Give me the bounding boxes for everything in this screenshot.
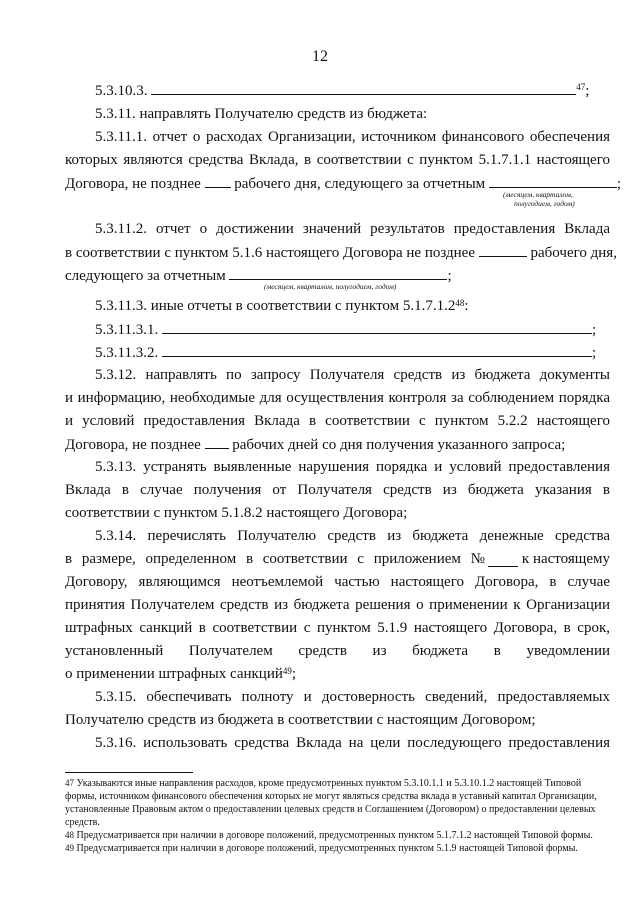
text: Договора, не позднее [65,437,201,453]
footnote-number: 47 [65,778,74,788]
blank-appendix-number [488,552,518,567]
item-5-3-14-line1: 5.3.14. перечислять Получателю средств из бюджета денежные средства [95,528,610,544]
text: Предусматривается при наличии в договоре положений, предусмотренных пунктом 5.1.7.1.2 настоящей Типовой формы. [76,830,593,841]
footnote-47-line3: установленные Правовым актом о предоставлении целевых средств и Соглашением (Договором) о предоставлении целевых [65,804,596,815]
punct: ; [591,345,597,361]
footnote-49 [65,842,610,855]
blank-line [151,80,576,95]
item-number: 5.3.11.3.2. [95,345,159,361]
blank-period [489,173,617,188]
item-5-3-14-line7 [65,664,296,684]
item-5-3-15-line2: Получателю средств из бюджета в соответствии с настоящим Договором; [65,712,536,728]
blank-days [205,173,231,188]
text: в соответствии с пунктом 5.1.6 настоящего Договора не позднее [65,245,475,261]
hint-period-2: полугодием, годом) [514,199,575,208]
item-number: 5.3.11.3.1. [95,322,159,338]
punct: ; [616,176,622,192]
text: Указываются иные направления расходов, кроме предусмотренных пунктом 5.3.10.1.1 и 5.3.10.1.2 настоящей Типовой [76,778,582,789]
footnote-ref: 49 [282,666,292,676]
footnote-47 [65,777,610,829]
item-number: 5.3.10.3. [95,83,148,99]
item-5-3-13-line3: соответствии с пунктом 5.1.8.2 настоящего Договора; [65,505,408,521]
footnote-number: 48 [65,830,74,840]
blank-days [205,434,229,449]
hint-period: (месяцем, кварталом, полугодием, годом) [264,282,397,291]
footnote-47-line1 [65,777,610,790]
footnote-48 [65,829,610,842]
hint-period-1: (месяцем, кварталом, [503,190,573,199]
punct: ; [585,83,590,99]
footnote-ref: 48 [455,298,465,308]
punct: ; [591,322,597,338]
blank-line [162,342,592,357]
punct: : [464,298,469,314]
item-5-3-13-line2: Вклада в случае получения от Получателя средств из бюджета указания в [65,482,610,498]
item-5-3-14-line6: установленный Получателем средств из бюджета в уведомлении [65,643,610,659]
footnote-ref: 47 [576,82,586,92]
text: рабочих дней со дня получения указанного запроса; [232,437,566,453]
item-5-3-12-line3: и условий предоставления Вклада в соответствии с пунктом 5.2.2 настоящего [65,413,610,429]
item-5-3-11-1-line2: которых являются средства Вклада, в соответствии с пунктом 5.1.7.1.1 настоящего [65,152,610,168]
punct: ; [291,666,297,682]
item-5-3-11-1-line1: 5.3.11.1. отчет о расходах Организации, источником финансового обеспечения [95,129,610,145]
text: Договора, не позднее [65,176,201,192]
punct: ; [447,268,452,284]
item-5-3-12-line2: и информацию, необходимые для осуществления контроля за соблюдением порядка [65,390,610,406]
text: рабочего дня, [530,245,617,261]
item-5-3-11-2-line2 [65,242,617,263]
item-5-3-10-3 [95,80,589,101]
item-5-3-14-line2 [65,549,610,569]
item-5-3-16-line1: 5.3.16. использовать средства Вклада на цели последующего предоставления [95,735,610,751]
text: Предусматривается при наличии в договоре положений, предусмотренных пунктом 5.1.9 настоящей Типовой формы. [76,843,578,854]
text: в размере, определенном в соответствии с приложением № [65,551,485,567]
item-5-3-13-line1: 5.3.13. устранять выявленные нарушения порядка и условий предоставления [95,459,610,475]
text: 5.3.11.3. иные отчеты в соответствии с пунктом 5.1.7.1.2 [95,298,456,314]
text: рабочего дня, следующего за отчетным [234,176,486,192]
item-5-3-11-3 [95,296,469,316]
footnote-47-line4: средств. [65,817,100,828]
item-5-3-11-3-2 [95,342,596,363]
item-5-3-14-line5: штрафных санкций в соответствии с пунктом 5.1.9 настоящего Договора, в срок, [65,620,610,636]
text: следующего за отчетным [65,268,226,284]
text: о применении штрафных санкций [65,666,283,682]
footnote-separator [65,772,193,773]
blank-period [229,265,447,280]
blank-line [162,319,592,334]
item-5-3-11: 5.3.11. направлять Получателю средств из бюджета: [95,106,428,122]
item-5-3-14-line3: Договору, являющимся неотъемлемой частью настоящего Договора, в случае [65,574,610,590]
blank-days [479,242,527,257]
item-5-3-15-line1: 5.3.15. обеспечивать полноту и достоверность сведений, предоставляемых [95,689,610,705]
page-number: 12 [312,48,328,65]
text: к настоящему [521,551,610,567]
item-5-3-11-2-line1: 5.3.11.2. отчет о достижении значений результатов предоставления Вклада [95,221,610,237]
item-5-3-12-line4 [65,434,565,455]
item-5-3-14-line4: принятия Получателем средств из бюджета решения о применении к Организации [65,597,610,613]
item-5-3-12-line1: 5.3.12. направлять по запросу Получателя средств из бюджета документы [95,367,610,383]
footnote-number: 49 [65,843,74,853]
footnote-47-line2: формы, источником финансового обеспечения которых не могут являться средства вклада в уставный капитал Организации, [65,791,597,802]
item-5-3-11-3-1 [95,319,596,340]
